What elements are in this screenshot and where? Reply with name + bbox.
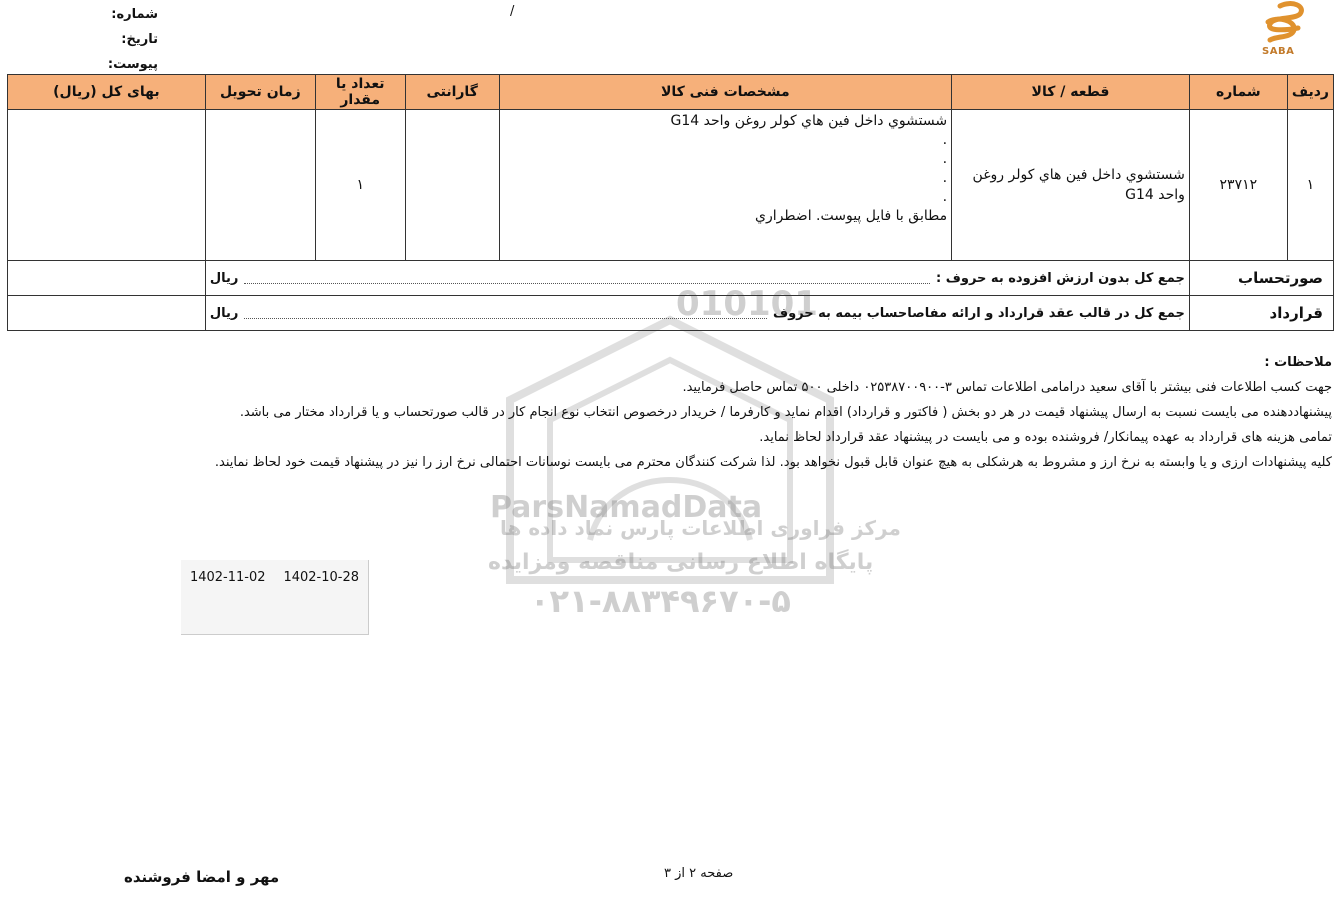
- contract-label: قرارداد: [1189, 296, 1333, 331]
- dates-box: [181, 560, 369, 635]
- header-fields: [98, 2, 158, 77]
- col-delivery: زمان تحویل: [205, 75, 315, 110]
- col-spec: مشخصات فنی کالا: [499, 75, 951, 110]
- invoice-amount-cell: [205, 261, 1189, 296]
- start-date: 1402-10-28: [275, 560, 370, 634]
- number-field-label: شماره:: [111, 7, 158, 22]
- col-quantity: تعداد یا مقدار: [315, 75, 405, 110]
- contract-text: جمع کل در قالب عقد قرارداد و ارائه مفاصاحساب بیمه به حروف: [772, 305, 1185, 321]
- invoice-empty-cell: [8, 261, 206, 296]
- date-field-label: تاریخ:: [121, 32, 158, 47]
- watermark-portal-name: پایگاه اطلاع رسانی مناقصه ومزایده: [488, 550, 874, 575]
- note-line: کلیه پیشنهادات ارزی و یا وابسته به نرخ ارز و مشروط به هرشکلی به هیچ عنوان قابل قبول نخواهد بود. لذا شرکت کنندگان محترم می بایست نوسانات احتمالی نرخ ارز را نیز در پیشنهاد قیمت خود لحاظ نمایند.: [214, 455, 1332, 470]
- row-spec: [499, 110, 951, 261]
- note-line: جهت کسب اطلاعات فنی بیشتر با آقای سعید درامامی اطلاعات تماس ۳-۰۲۵۳۸۷۰۰۹۰۰ داخلی ۵۰۰ تماس حاصل فرمایید.: [682, 380, 1332, 395]
- end-date: 1402-11-02: [189, 570, 266, 585]
- spec-line: .: [942, 132, 948, 148]
- contract-amount-cell: [205, 296, 1189, 331]
- header-slash: /: [510, 4, 515, 19]
- invoice-unit: ریال: [209, 270, 239, 286]
- spec-line: .: [942, 170, 948, 186]
- contract-empty-cell: [8, 296, 206, 331]
- invoice-text: جمع کل بدون ارزش افزوده به حروف :: [936, 270, 1185, 286]
- col-total: بهای کل (ریال): [8, 75, 206, 110]
- invoice-label: صورتحساب: [1189, 261, 1333, 296]
- row-quantity: ۱: [315, 110, 405, 261]
- spec-line: .: [942, 151, 948, 167]
- attachment-field-label: پیوست:: [107, 57, 158, 72]
- row-total: [8, 110, 206, 261]
- col-row: ردیف: [1287, 75, 1333, 110]
- spec-line: شستشوي داخل فين هاي كولر روغن واحد G14: [670, 113, 948, 129]
- table-row: [8, 110, 1334, 261]
- spec-line: .: [942, 189, 948, 205]
- items-table: [7, 74, 1334, 331]
- invoice-row: [8, 261, 1334, 296]
- note-line: پیشنهاددهنده می بایست نسبت به ارسال پیشنهاد قیمت در هر دو بخش ( فاکتور و قرارداد) اقدام نماید و کارفرما / خریدار درخصوص انتخاب نوع انجام کار در قالب صورتحساب و یا قرارداد مختار می باشد.: [239, 405, 1332, 420]
- row-code: ۲۳۷۱۲: [1189, 110, 1287, 261]
- col-warranty: گارانتی: [405, 75, 499, 110]
- contract-row: [8, 296, 1334, 331]
- row-warranty: [405, 110, 499, 261]
- watermark-digits: 010101: [676, 284, 818, 324]
- contract-unit: ریال: [209, 305, 239, 321]
- notes-title: ملاحظات :: [1264, 355, 1332, 370]
- logo-text: SABA: [1262, 46, 1295, 57]
- watermark-brand: ParsNamadData: [490, 490, 763, 525]
- col-number: شماره: [1189, 75, 1287, 110]
- col-item: قطعه / کالا: [952, 75, 1190, 110]
- row-item: شستشوي داخل فين هاي كولر روغن واحد G14: [952, 110, 1190, 261]
- notes-section: [100, 350, 1332, 475]
- seller-signature-label: مهر و امضا فروشنده: [124, 868, 280, 886]
- row-delivery: [205, 110, 315, 261]
- note-line: تمامی هزینه های قرارداد به عهده پیمانکار/ فروشنده بوده و می بایست در پیشنهاد عقد قرارداد لحاظ نماید.: [759, 430, 1332, 445]
- spec-line: مطابق با فايل پيوست. اضطراري: [754, 208, 948, 224]
- watermark-phone: ۰۲۱-۸۸۳۴۹۶۷۰-۵: [530, 582, 791, 620]
- watermark-center-name: مرکز فراوری اطلاعات پارس نماد داده ها: [500, 516, 901, 540]
- page-number: صفحه ۲ از ۳: [664, 866, 734, 881]
- row-index: ۱: [1287, 110, 1333, 261]
